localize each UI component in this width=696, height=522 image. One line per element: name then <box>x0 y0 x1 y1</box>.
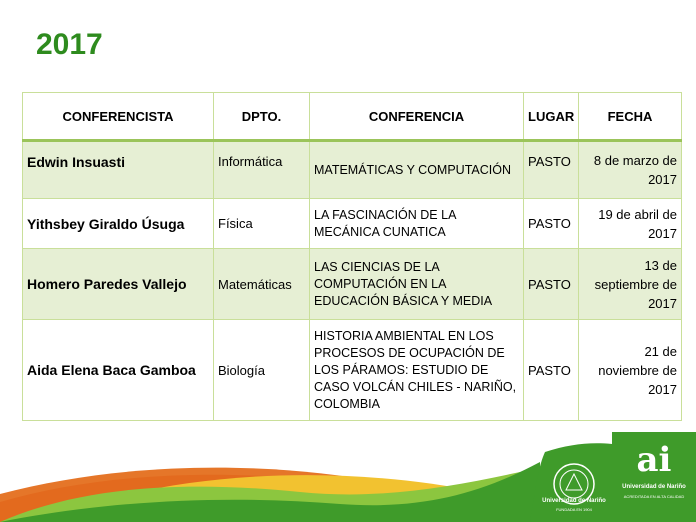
header-speaker: CONFERENCISTA <box>23 93 214 141</box>
header-dept: DPTO. <box>214 93 310 141</box>
slide-title: 2017 <box>36 28 103 61</box>
talk-cell: LAS CIENCIAS DE LA COMPUTACIÓN EN LA EDUCACIÓN BÁSICA Y MEDIA <box>310 249 524 320</box>
place-cell: PASTO <box>524 249 579 320</box>
header-place: LUGAR <box>524 93 579 141</box>
seal-university-name: Universidad de Nariño <box>542 498 606 504</box>
table-row <box>23 249 682 320</box>
table-row <box>23 320 682 421</box>
place-cell: PASTO <box>524 141 579 199</box>
talk-cell: LA FASCINACIÓN DE LA MECÁNICA CUNATICA <box>310 199 524 249</box>
header-talk: CONFERENCIA <box>310 93 524 141</box>
date-cell: 13 de septiembre de 2017 <box>579 249 682 320</box>
ai-accreditation-note: ACREDITADA EN ALTA CALIDAD <box>623 494 685 499</box>
seal-subtitle: FUNDADA EN 1904 <box>556 507 592 512</box>
place-cell: PASTO <box>524 199 579 249</box>
dept-cell: Matemáticas <box>214 249 310 320</box>
ai-university-name: Universidad de Nariño <box>622 484 686 490</box>
speaker-cell: Edwin Insuasti <box>23 141 214 199</box>
dept-cell: Física <box>214 199 310 249</box>
speaker-cell: Aida Elena Baca Gamboa <box>23 320 214 421</box>
dept-cell: Informática <box>214 141 310 199</box>
table-header-row <box>23 93 682 141</box>
table-row <box>23 199 682 249</box>
date-cell: 8 de marzo de 2017 <box>579 141 682 199</box>
place-cell: PASTO <box>524 320 579 421</box>
dept-cell: Biología <box>214 320 310 421</box>
table-row <box>23 141 682 199</box>
talk-cell: HISTORIA AMBIENTAL EN LOS PROCESOS DE OCUPACIÓN DE LOS PÁRAMOS: ESTUDIO DE CASO VOLCÁN CHILES - NARIÑO, COLOMBIA <box>310 320 524 421</box>
speaker-cell: Yithsbey Giraldo Úsuga <box>23 199 214 249</box>
header-date: FECHA <box>579 93 682 141</box>
date-cell: 21 de noviembre de 2017 <box>579 320 682 421</box>
ai-logo: ai <box>636 440 672 480</box>
conferences-table <box>22 92 682 421</box>
talk-cell: MATEMÁTICAS Y COMPUTACIÓN <box>310 141 524 199</box>
date-cell: 19 de abril de 2017 <box>579 199 682 249</box>
speaker-cell: Homero Paredes Vallejo <box>23 249 214 320</box>
